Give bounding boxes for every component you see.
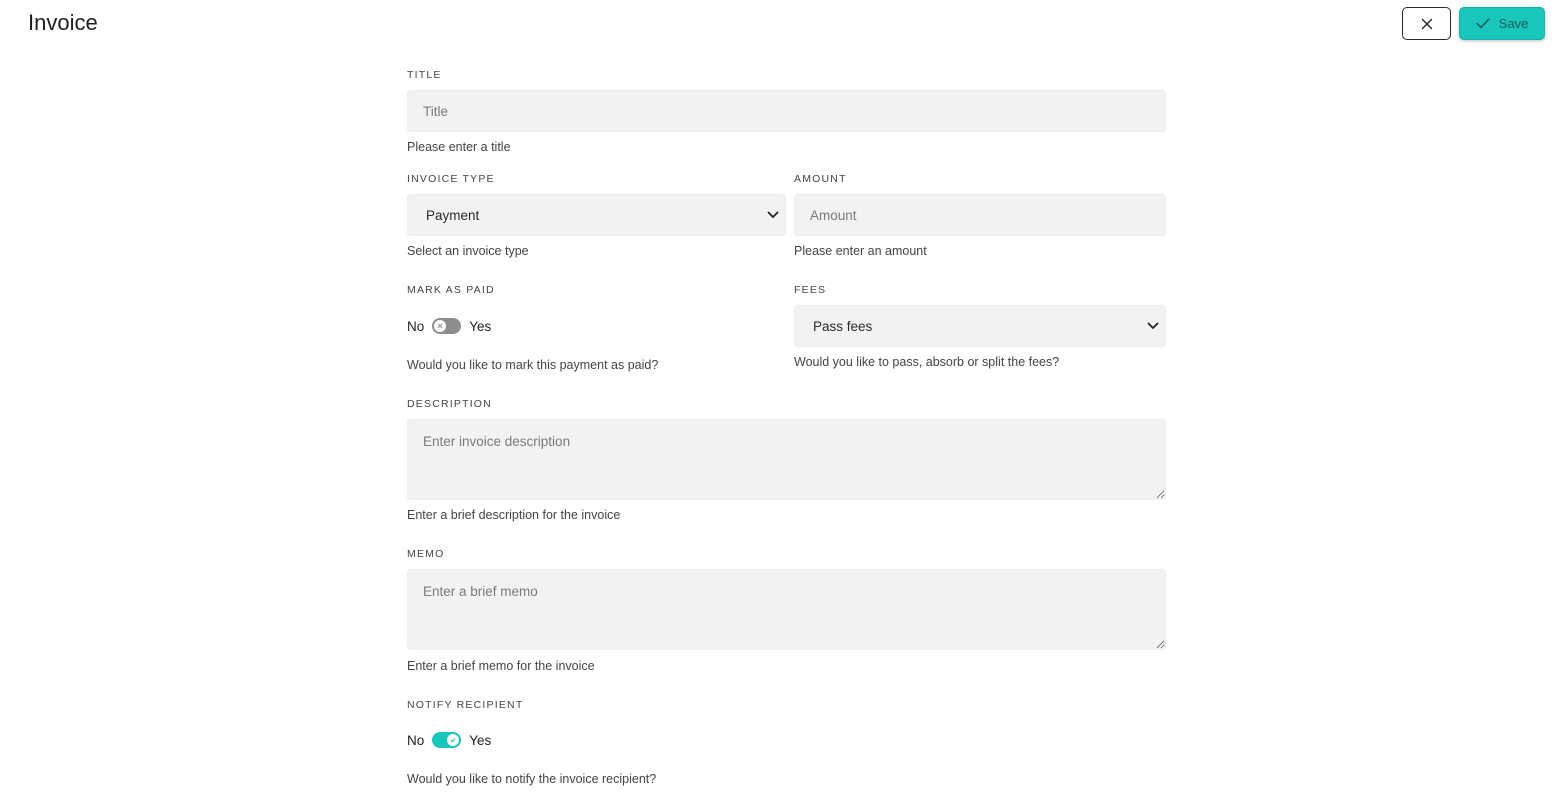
mark-as-paid-yes-label: Yes [469,318,492,334]
chevron-down-icon [1147,322,1159,330]
fees-value: Pass fees [813,318,873,334]
description-textarea[interactable] [407,419,1166,500]
title-input[interactable] [407,90,1166,132]
check-icon [1476,18,1490,29]
mark-as-paid-toggle-row [407,318,491,334]
memo-label: MEMO [407,548,445,560]
memo-help: Enter a brief memo for the invoice [407,659,595,673]
notify-recipient-toggle-row [407,732,491,748]
amount-label: AMOUNT [794,173,847,185]
invoice-type-help: Select an invoice type [407,244,529,258]
amount-input[interactable] [794,194,1166,236]
chevron-down-icon [767,211,779,219]
title-label: TITLE [407,69,442,81]
invoice-type-label: INVOICE TYPE [407,173,495,185]
mark-as-paid-toggle[interactable] [432,318,461,334]
mark-as-paid-label: MARK AS PAID [407,284,495,296]
fees-label: FEES [794,284,827,296]
save-button[interactable] [1459,7,1545,40]
close-button[interactable] [1402,7,1451,40]
check-icon [450,737,456,743]
notify-recipient-toggle[interactable] [432,732,461,748]
notify-recipient-no-label: No [407,732,425,748]
notify-recipient-label: NOTIFY RECIPIENT [407,699,524,711]
x-icon [437,323,443,329]
fees-select[interactable] [794,305,1166,347]
amount-help: Please enter an amount [794,244,927,258]
invoice-type-value: Payment [426,207,480,223]
notify-recipient-yes-label: Yes [469,732,492,748]
save-button-label: Save [1498,16,1529,31]
description-help: Enter a brief description for the invoice [407,508,621,522]
toggle-knob [434,320,446,332]
title-help: Please enter a title [407,140,511,154]
invoice-type-select[interactable] [407,194,786,236]
memo-textarea[interactable] [407,569,1166,650]
description-label: DESCRIPTION [407,398,492,410]
notify-recipient-help: Would you like to notify the invoice recipient? [407,772,657,786]
close-icon [1421,18,1433,30]
fees-help: Would you like to pass, absorb or split the fees? [794,355,1060,369]
page-title: Invoice [28,10,98,35]
mark-as-paid-no-label: No [407,318,425,334]
toggle-knob [447,734,459,746]
mark-as-paid-help: Would you like to mark this payment as paid? [407,358,659,372]
